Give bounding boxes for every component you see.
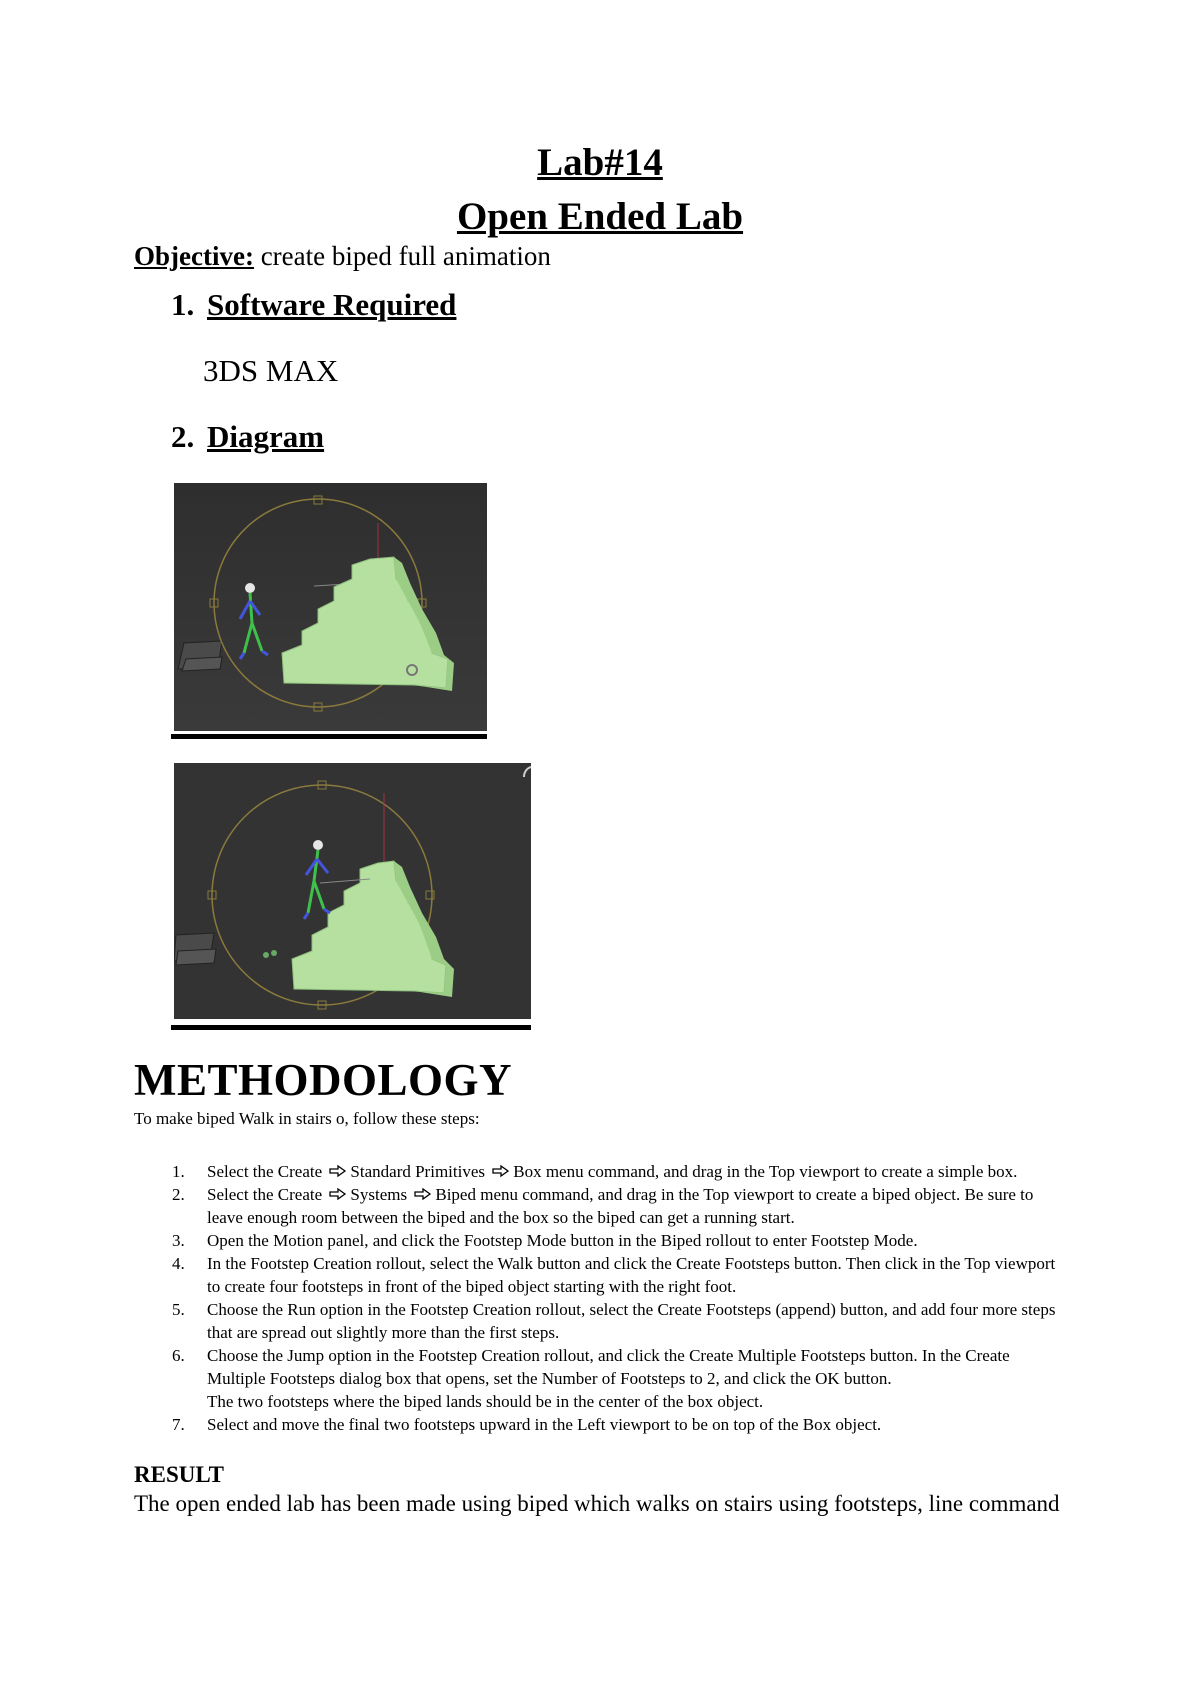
arrow-right-icon — [413, 1187, 433, 1201]
lab-title: Open Ended Lab — [456, 195, 744, 238]
objective-label: Objective: — [134, 241, 254, 271]
software-name: 3DS MAX — [203, 353, 339, 388]
step-text: Systems — [350, 1185, 412, 1204]
step-text: Select and move the final two footsteps upward in the Left viewport to be on top of the Box object. — [207, 1415, 882, 1434]
step-number: 5. — [172, 1300, 185, 1319]
step-number: 6. — [172, 1346, 185, 1365]
result-text: The open ended lab has been made using biped which walks on stairs using footsteps, line command — [134, 1491, 1060, 1516]
step-number: 2. — [172, 1185, 185, 1204]
diagram-image-1 — [174, 483, 487, 731]
lab-number: Lab#14 — [537, 141, 663, 184]
methodology-steps — [134, 1160, 1200, 1436]
step-text: Open the Motion panel, and click the Footstep Mode button in the Biped rollout to enter Footstep Mode. — [207, 1231, 918, 1250]
result-heading: RESULT — [134, 1462, 224, 1487]
step-item — [134, 1413, 1200, 1436]
step-item — [134, 1160, 1200, 1183]
step-text-continuation: that are spread out slightly more than the first steps. — [207, 1323, 560, 1342]
arrow-right-icon — [328, 1164, 348, 1178]
step-item — [134, 1344, 1200, 1413]
step-text: Standard Primitives — [350, 1162, 490, 1181]
step-text: Choose the Run option in the Footstep Creation rollout, select the Create Footsteps (append) button, and add four more steps — [207, 1300, 1056, 1319]
section-number: 1. — [171, 287, 195, 322]
diagram-underline-2 — [171, 1025, 531, 1030]
section-number: 2. — [171, 419, 195, 454]
step-text-continuation: Multiple Footsteps dialog box that opens, set the Number of Footsteps to 2, and click the OK button. — [207, 1369, 892, 1388]
diagram-image-2 — [174, 763, 531, 1019]
viewport-render-icon — [174, 763, 531, 1019]
step-text: In the Footstep Creation rollout, select the Walk button and click the Create Footsteps button. Then click in the Top viewport — [207, 1254, 1056, 1273]
arrow-right-icon — [491, 1164, 511, 1178]
methodology-intro: To make biped Walk in stairs o, follow these steps: — [134, 1109, 480, 1128]
step-item — [134, 1229, 1200, 1252]
step-text: Box menu command, and drag in the Top viewport to create a simple box. — [513, 1162, 1018, 1181]
step-text-continuation: The two footsteps where the biped lands should be in the center of the box object. — [207, 1392, 764, 1411]
viewport-render-icon — [174, 483, 487, 731]
section-title: Diagram — [207, 419, 325, 454]
arrow-right-icon — [328, 1187, 348, 1201]
step-item — [134, 1252, 1200, 1298]
section-heading-diagram — [171, 421, 324, 452]
step-item — [134, 1183, 1200, 1229]
step-text: Biped menu command, and drag in the Top viewport to create a biped object. Be sure to — [435, 1185, 1034, 1204]
step-number: 7. — [172, 1415, 185, 1434]
step-number: 4. — [172, 1254, 185, 1273]
step-item — [134, 1298, 1200, 1344]
step-text: Select the Create — [207, 1185, 327, 1204]
objective — [134, 243, 551, 270]
step-number: 3. — [172, 1231, 185, 1250]
diagram-underline-1 — [171, 734, 487, 739]
step-text: Choose the Jump option in the Footstep Creation rollout, and click the Create Multiple Footsteps button. In the Create — [207, 1346, 1010, 1365]
step-number: 1. — [172, 1162, 185, 1181]
objective-text: create biped full animation — [253, 241, 551, 271]
section-title: Software Required — [207, 287, 457, 322]
step-text-continuation: to create four footsteps in front of the biped object starting with the right foot. — [207, 1277, 737, 1296]
section-heading-software — [171, 289, 456, 320]
step-text: Select the Create — [207, 1162, 327, 1181]
step-text-continuation: leave enough room between the biped and the box so the biped can get a running start. — [207, 1208, 795, 1227]
methodology-heading: METHODOLOGY — [134, 1055, 513, 1105]
